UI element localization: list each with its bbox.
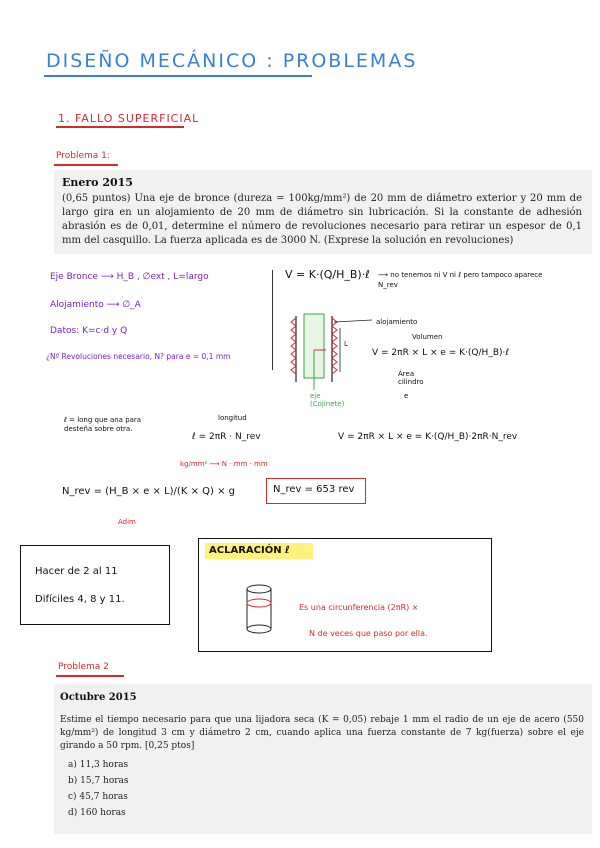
label-longitud: longitud: [218, 414, 247, 422]
clarification-title: ACLARACIÓN ℓ: [209, 545, 290, 556]
task-line-1: Hacer de 2 al 11: [35, 566, 118, 577]
title-underline: [44, 75, 312, 77]
clarification-line-1: Es una circunferencia (2πR) ×: [299, 603, 419, 612]
cylinder-sketch: [239, 579, 279, 639]
page-title: DISEÑO MECÁNICO : PROBLEMAS: [46, 50, 418, 72]
note-question: ¿Nº Revoluciones necesario, N? para e = 0,1 mm: [46, 352, 231, 361]
label-eje: eje (Cojinete): [310, 392, 345, 408]
label-L: L: [344, 340, 348, 348]
note-datos: Datos: K=c·d y Q: [50, 326, 128, 336]
problem-2-label: Problema 2: [58, 662, 109, 672]
clarification-line-2: N de veces que paso por ella.: [309, 629, 428, 638]
section-title: 1. FALLO SUPERFICIAL: [58, 112, 200, 125]
label-adim: Adim: [118, 518, 136, 526]
problem-1-box: [54, 170, 592, 254]
units-note: kg/mm² ⟶ N · mm · mm: [180, 460, 268, 468]
formula-note: ⟶ no tenemos ni V ni ℓ pero tampoco aparece N_rev: [378, 271, 543, 289]
clarification-box: [198, 538, 492, 652]
note-l-definition: ℓ = long que ana para desteña sobre otra.: [64, 416, 142, 433]
problem-2-heading: Octubre 2015: [60, 692, 137, 703]
option-a: a) 11,3 horas: [68, 760, 129, 770]
label-volumen: Volumen: [412, 333, 443, 341]
formula-combined: V = 2πR × L × e = K·(Q/H_B)·2πR·N_rev: [338, 432, 518, 442]
note-alojamiento: Alojamiento ⟶ ∅_A: [50, 300, 141, 310]
problem-1-text: (0,65 puntos) Una eje de bronce (dureza = 100kg/mm²) de 20 mm de diámetro exterior y 20 mm de largo gira en un alojamiento de 20 mm de diámetro sin lubricación. Si la constante de adhesión abrasión es de 0,01, determine el número de revoluciones necesario para retirar un espesor de 0,1 mm del casquillo. La fuerza aplicada es de 3000 N. (Exprese la solución en revoluciones): [62, 193, 582, 246]
label-area: Área cilindro: [398, 370, 424, 386]
option-c: c) 45,7 horas: [68, 792, 128, 802]
problem-1-underline: [54, 164, 118, 166]
label-alojamiento: alojamiento: [376, 318, 418, 326]
task-note-box: [20, 545, 170, 625]
result-value: N_rev = 653 rev: [273, 484, 355, 495]
problem-1-heading: Enero 2015: [62, 176, 133, 189]
problem-2-underline: [56, 675, 124, 677]
label-e: e: [404, 392, 409, 400]
problem-1-label: Problema 1:: [56, 151, 110, 161]
result-box: [266, 478, 366, 504]
option-d: d) 160 horas: [68, 808, 126, 818]
divider-line: [272, 270, 273, 370]
section-underline: [56, 126, 184, 128]
formula-nrev: N_rev = (H_B × e × L)/(K × Q) × g: [62, 486, 235, 497]
formula-volume: V = 2πR × L × e = K·(Q/H_B)·ℓ: [372, 348, 510, 358]
option-b: b) 15,7 horas: [68, 776, 129, 786]
task-line-2: Difíciles 4, 8 y 11.: [35, 594, 125, 605]
note-eje-bronce: Eje Bronce ⟶ H_B , ∅ext , L=largo: [50, 272, 209, 282]
formula-length: ℓ = 2πR · N_rev: [192, 432, 261, 442]
problem-2-box: [54, 684, 592, 834]
problem-2-text: Estime el tiempo necesario para que una lijadora seca (K = 0,05) rebaje 1 mm el radio de un eje de acero (550 kg/mm²) de longitud 3 cm y diámetro 2 cm, cuando aplica una fuerza constante de 7 kg(fuerza) sobre el eje girando a 50 rpm. [0,25 ptos]: [60, 715, 584, 751]
formula-archard: V = K·(Q/H_B)·ℓ: [285, 268, 370, 281]
